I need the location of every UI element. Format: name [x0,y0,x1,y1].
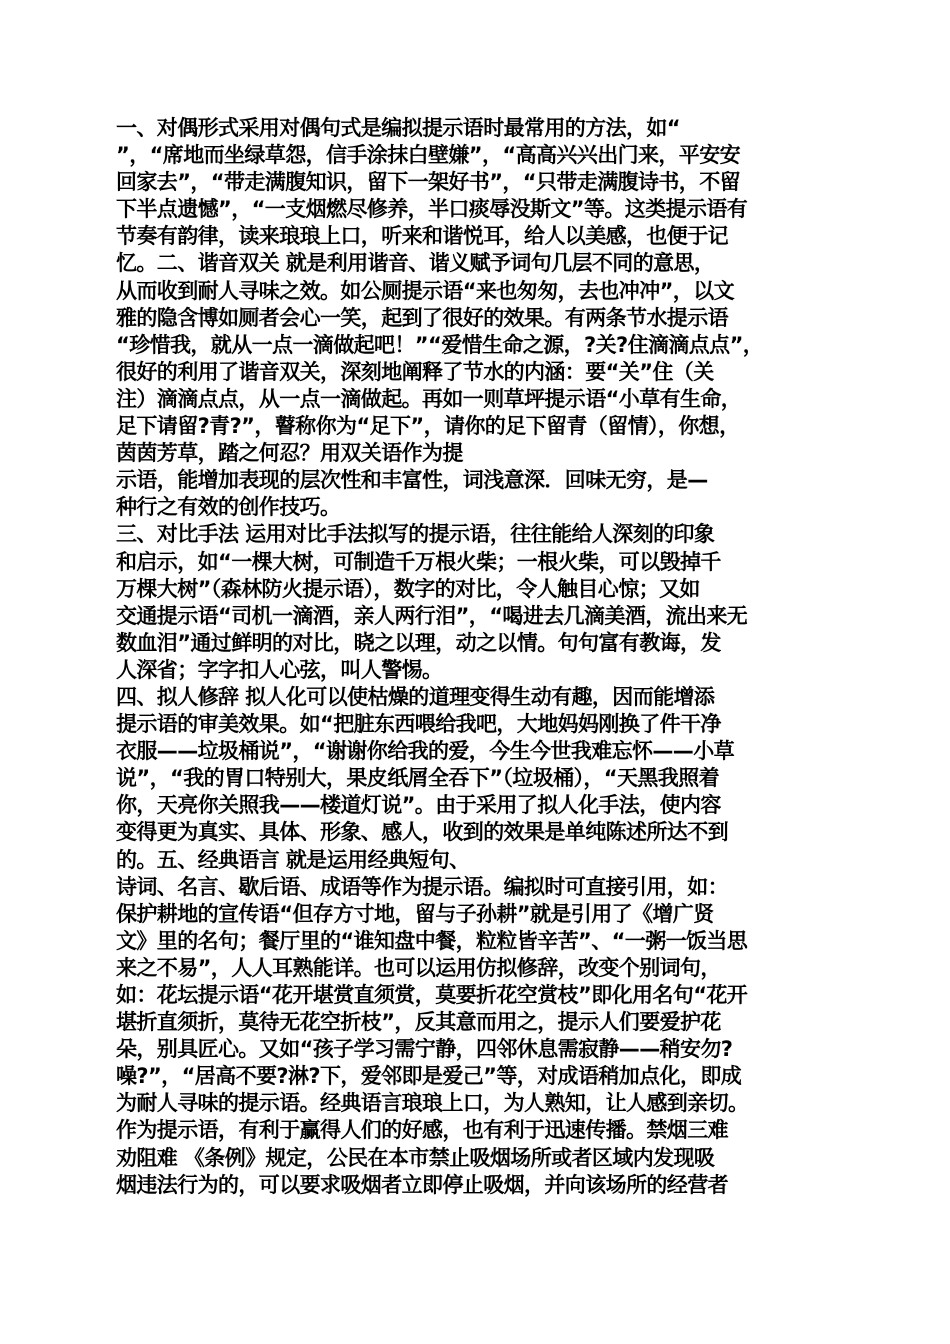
text-line: 注）滴滴点点，从一点一滴做起。再如一则草坪提示语“小草有生命， [116,386,742,411]
text-line: 为耐人寻味的提示语。经典语言琅琅上口，为人熟知，让人感到亲切。 [116,1091,749,1116]
text-line: 来之不易”，人人耳熟能详。也可以运用仿拟修辞，改变个别词句， [116,955,721,980]
text-line: 节奏有韵律，读来琅琅上口，听来和谐悦耳，给人以美感，也便于记 [116,224,728,249]
text-line: 万棵大树”（森林防火提示语），数字的对比，令人触目心惊；又如 [116,576,700,601]
text-line: 茵茵芳草，踏之何忍？用双关语作为提 [116,441,463,466]
text-line: 噪?”，“居高不要?淋?下，爱邻即是爱己”等，对成语稍加点化，即成 [116,1064,742,1089]
text-line: 衣服——垃圾桶说”，“谢谢你给我的爱，今生今世我难忘怀——小草 [116,739,735,764]
article-body [116,115,846,1199]
text-line: 一、对偶形式采用对偶句式是编拟提示语时最常用的方法，如“ [116,116,680,140]
text-line: 三、对比手法 运用对比手法拟写的提示语，往往能给人深刻的印象 [116,522,715,547]
text-line: 诗词、名言、歇后语、成语等作为提示语。编拟时可直接引用，如： [116,874,728,899]
text-line: 保护耕地的宣传语“但存方寸地，留与子孙耕”就是引用了《增广贤 [116,901,714,926]
text-line: 种行之有效的创作技巧。 [116,495,341,520]
text-line: 作为提示语，有利于赢得人们的好感，也有利于迅速传播。禁烟三难 [116,1118,728,1143]
text-line: 交通提示语“司机一滴酒，亲人两行泪”，“喝进去几滴美酒，流出来无 [116,603,748,628]
text-line: 说”，“我的胃口特别大，果皮纸屑全吞下”（垃圾桶），“天黑我照着 [116,766,720,791]
text-line: 如：花坛提示语“花开堪赏直须赏，莫要折花空赏枝”即化用名句“花开 [116,983,748,1007]
text-line: 你，天亮你关照我——楼道灯说”。由于采用了拟人化手法，使内容 [116,793,721,818]
text-line: 和启示，如“一棵大树，可制造千万根火柴；一根火柴，可以毁掉千 [116,549,721,574]
text-line: 从而收到耐人寻味之效。如公厕提示语“来也匆匆，去也冲冲”，以文 [116,278,735,303]
text-line: “珍惜我，就从一点一滴做起吧！”“爱惜生命之源，?关?住滴滴点点”， [116,332,764,357]
text-line: 的。五、经典语言 就是运用经典短句、 [116,847,470,872]
text-line: 烟违法行为的，可以要求吸烟者立即停止吸烟，并向该场所的经营者 [116,1172,728,1197]
text-line: 数血泪”通过鲜明的对比，晓之以理，动之以情。句句富有教诲，发 [116,630,721,655]
text-line: 下半点遗憾”，“一支烟燃尽修养，半口痰辱没斯文”等。这类提示语有 [116,197,748,222]
text-line: 劝阻难 《条例》规定，公民在本市禁止吸烟场所或者区域内发现吸 [116,1145,715,1170]
text-line: 足下请留?青?”，瞽称你为“足下”，请你的足下留青（留情），你想， [116,414,740,439]
text-line: 文》里的名句；餐厅里的“谁知盘中餐，粒粒皆辛苦”、“一粥一饭当思 [116,928,748,953]
text-line: 示语，能增加表现的层次性和丰富性，词浅意深．回味无穷，是— [116,468,708,493]
text-line: 人深省；字字扣人心弦，叫人警惕。 [116,657,443,682]
text-line: 忆。二、谐音双关 就是利用谐音、谐义赋予词句几层不同的意思， [116,251,715,276]
text-line: 堪折直须折，莫待无花空折枝”，反其意而用之，提示人们要爱护花 [116,1010,721,1035]
text-line: 变得更为真实、具体、形象、感人，收到的效果是单纯陈述所达不到 [116,820,728,845]
text-line: 朵，别具匠心。又如“孩子学习需宁静，四邻休息需寂静——稍安勿? [116,1037,733,1062]
text-line: 回家去”，“带走满腹知识，留下一架好书”，“只带走满腹诗书，不留 [116,170,741,195]
text-line: 很好的利用了谐音双关，深刻地阐释了节水的内涵：要“关”住（关 [116,359,714,384]
text-line: 雅的隐含博如厕者会心一笑，起到了很好的效果。有两条节水提示语 [116,305,728,330]
text-line: 提示语的审美效果。如“把脏东西喂给我吧，大地妈妈刚换了件干净 [116,712,721,737]
text-line: ”，“席地而坐绿草怨，信手涂抹白壁嫌”，“高高兴兴出门来，平安安 [116,143,741,168]
text-line: 四、拟人修辞 拟人化可以使枯燥的道理变得生动有趣，因而能增添 [116,684,715,709]
